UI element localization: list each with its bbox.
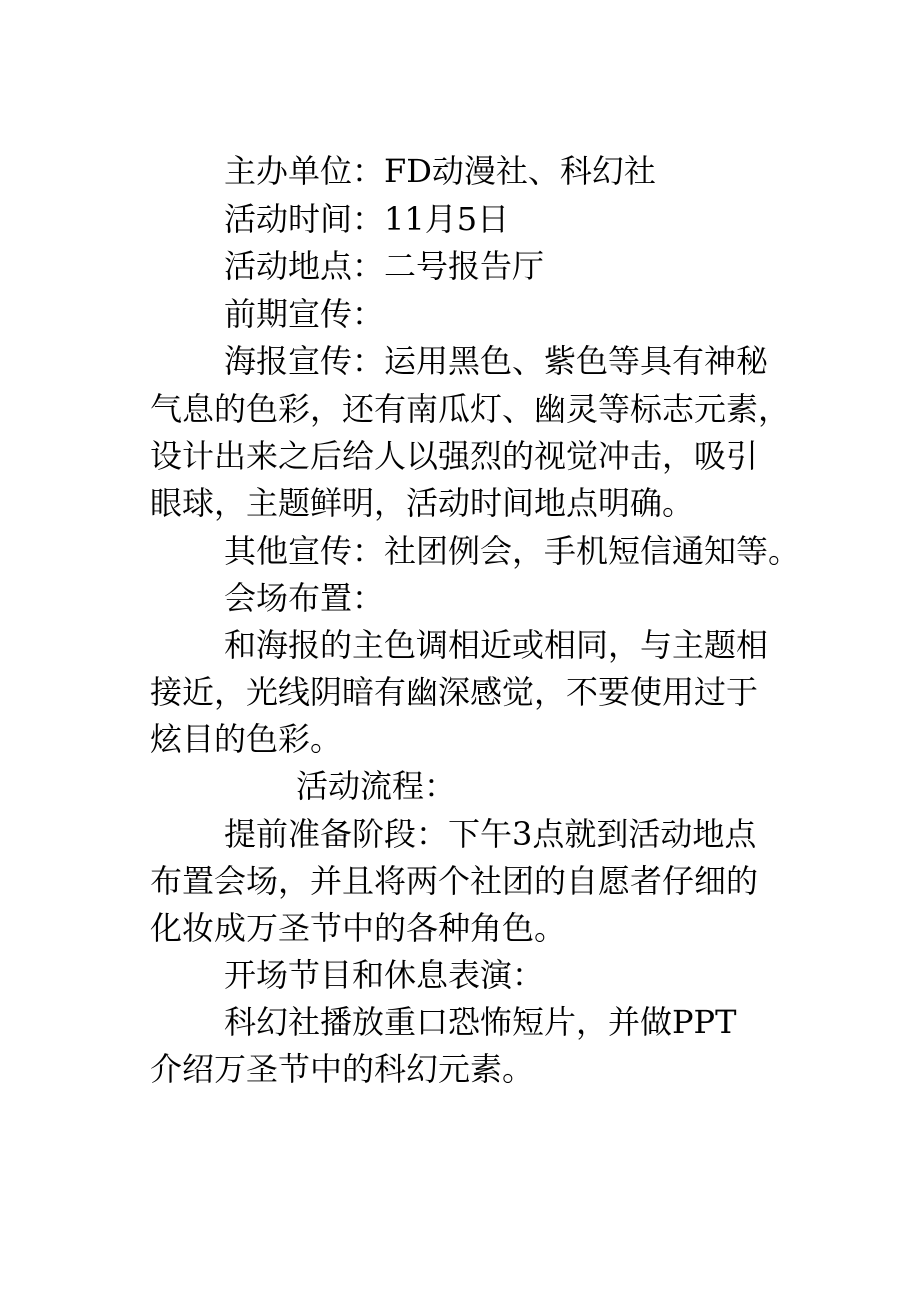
event-location-line: 活动地点：二号报告厅 [224,247,545,285]
venue-setup-line-3: 炫目的色彩。 [150,720,343,758]
event-time-line: 活动时间：11月5日 [224,200,510,238]
poster-promotion-line-1: 海报宣传：运用黑色、紫色等具有神秘 [224,342,769,380]
scifi-program-line-2: 介绍万圣节中的科幻元素。 [150,1050,535,1088]
venue-setup-heading: 会场布置： [224,579,385,617]
venue-setup-line-1: 和海报的主色调相近或相同，与主题相 [224,626,769,664]
other-promotion-line: 其他宣传：社团例会，手机短信通知等。 [224,532,801,570]
preparation-line-2: 布置会场，并且将两个社团的自愿者仔细的 [150,862,759,900]
event-process-heading: 活动流程： [296,767,457,805]
scifi-program-line-1: 科幻社播放重口恐怖短片，并做PPT [224,1003,737,1041]
poster-promotion-line-3: 设计出来之后给人以强烈的视觉冲击，吸引 [150,437,759,475]
poster-promotion-line-4: 眼球，主题鲜明，活动时间地点明确。 [150,484,695,522]
preparation-line-3: 化妆成万圣节中的各种角色。 [150,909,567,947]
venue-setup-line-2: 接近，光线阴暗有幽深感觉，不要使用过于 [150,673,759,711]
poster-promotion-line-2: 气息的色彩，还有南瓜灯、幽灵等标志元素， [150,390,791,428]
opening-program-heading: 开场节目和休息表演： [224,956,545,994]
preparation-line-1: 提前准备阶段：下午3点就到活动地点 [224,815,757,853]
promotion-heading: 前期宣传： [224,295,385,333]
organizer-line: 主办单位：FD动漫社、科幻社 [224,152,656,190]
